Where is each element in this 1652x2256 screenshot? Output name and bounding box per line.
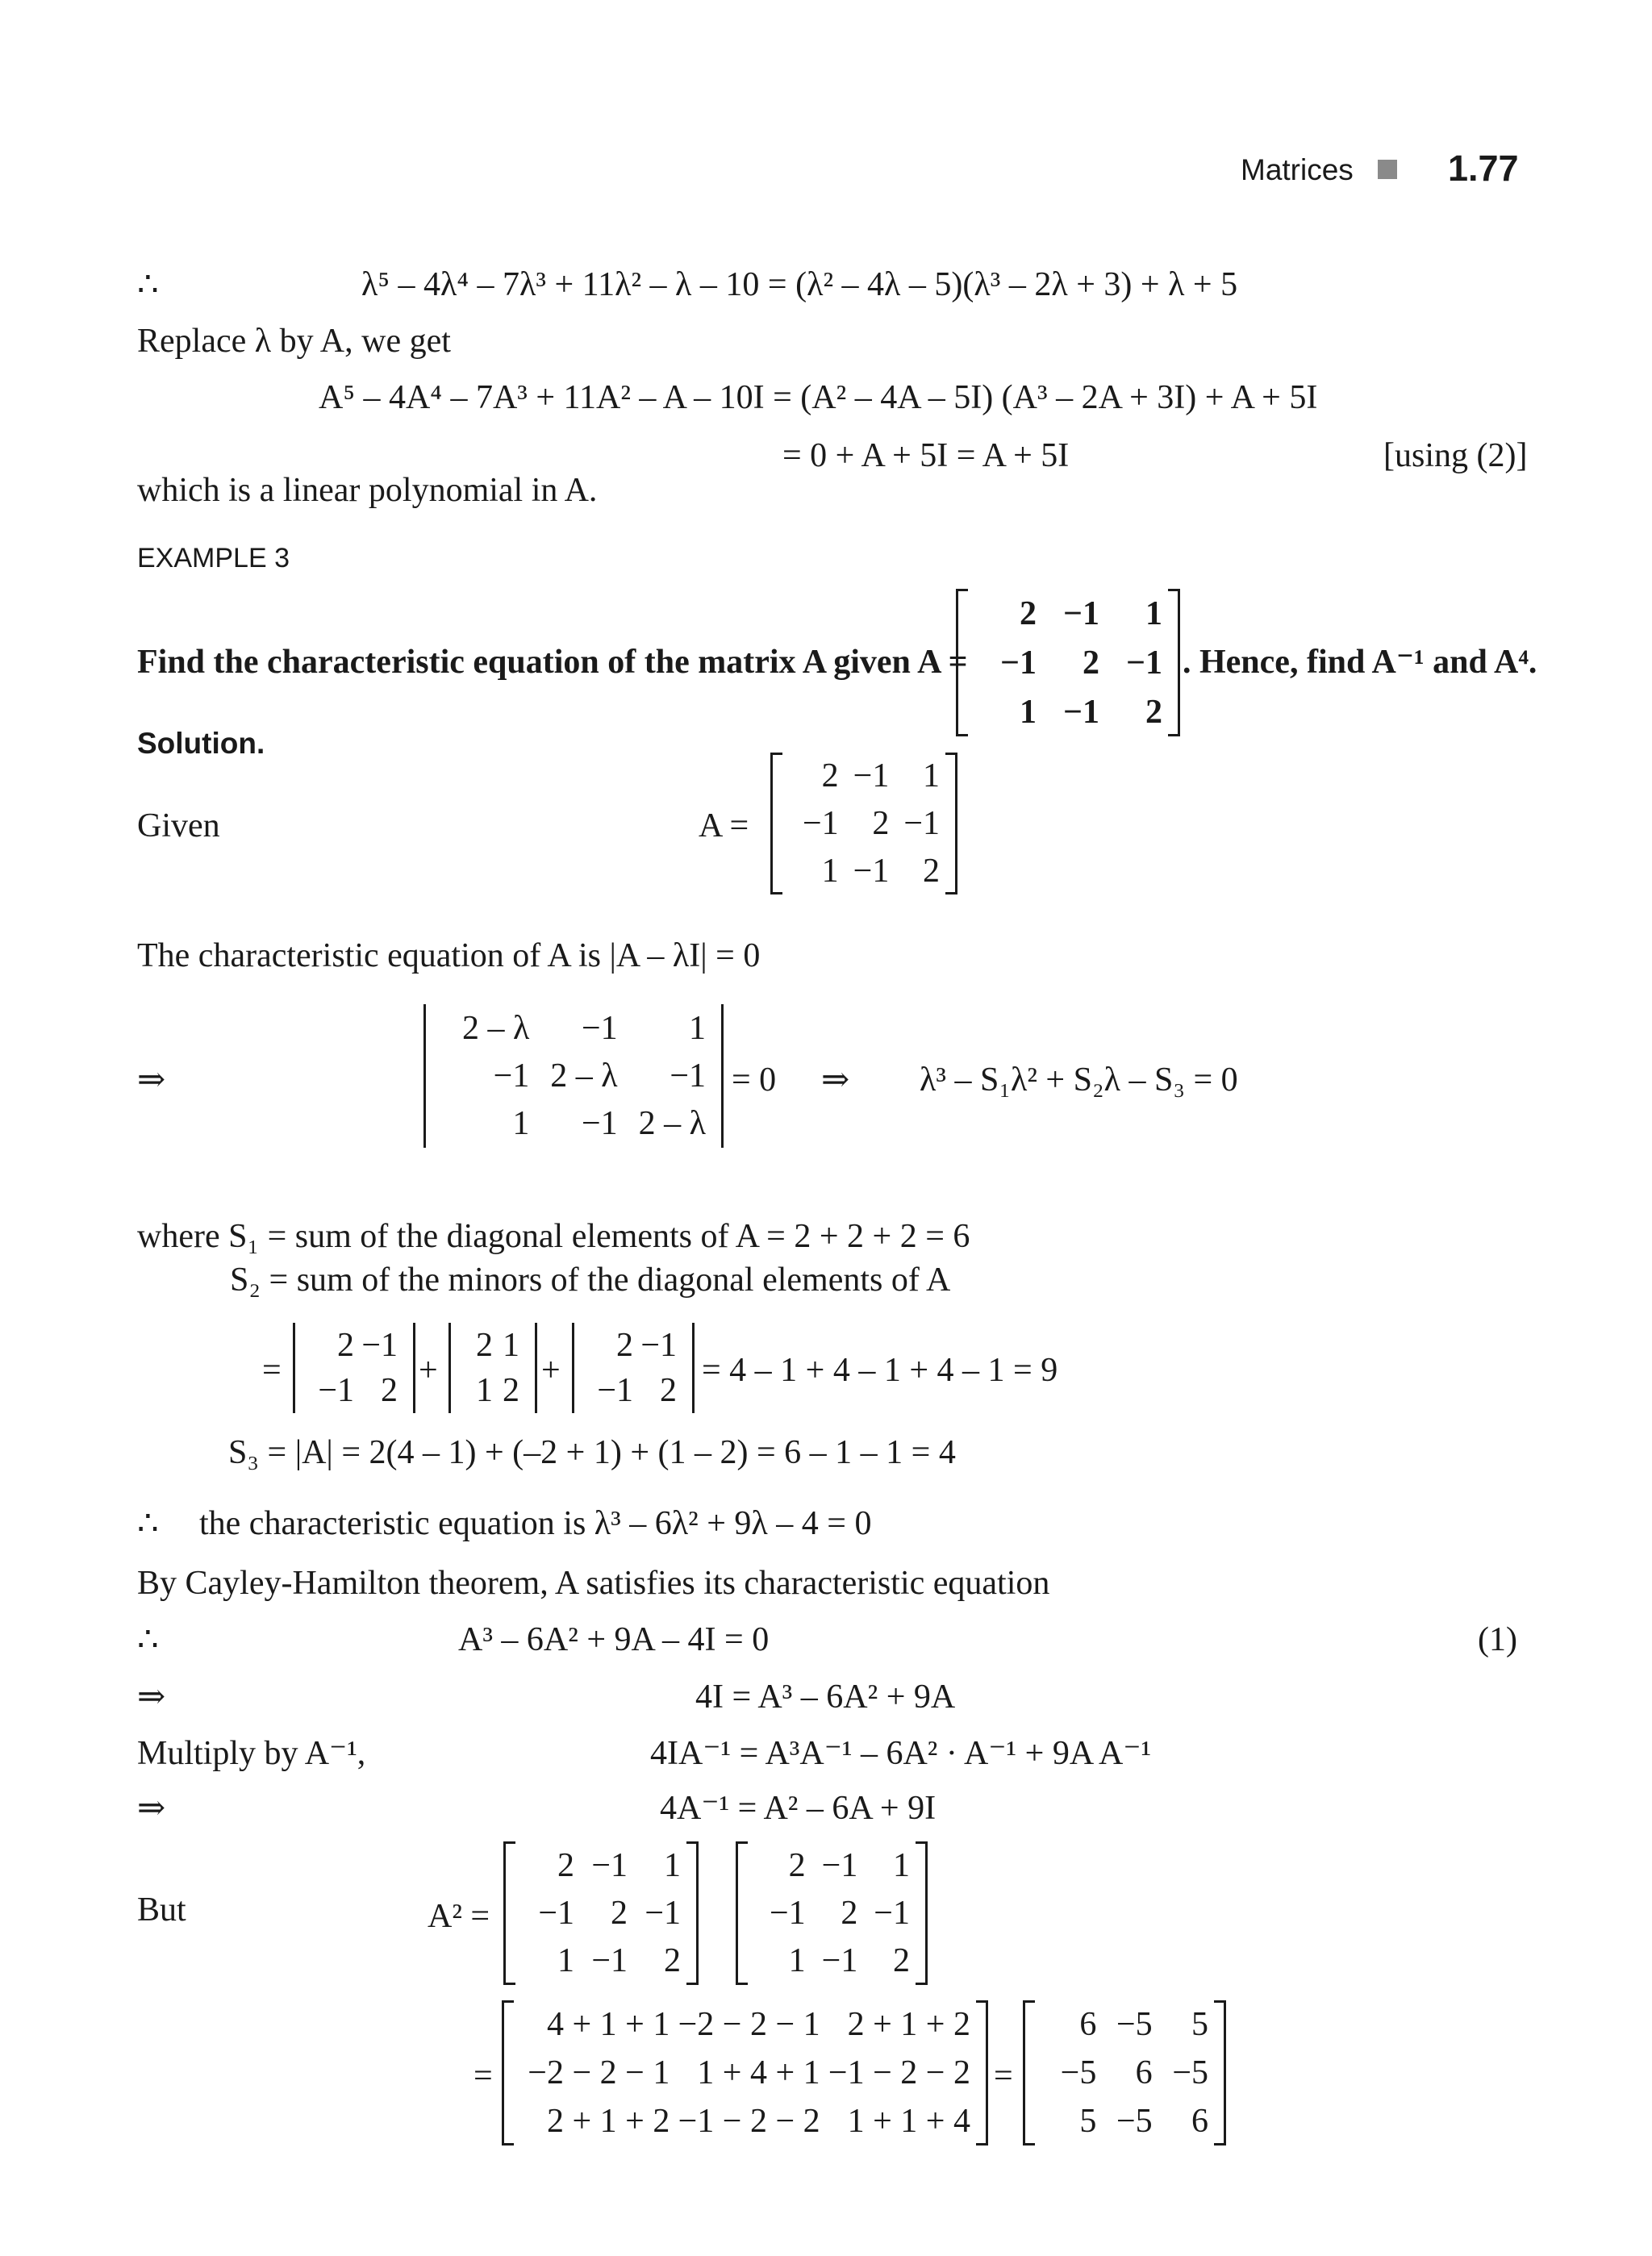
matrix-entry: −1 bbox=[874, 1894, 910, 1932]
s1-line: where S₁ = sum of the diagonal elements of A = 2 + 2 + 2 = 6 bbox=[137, 1218, 970, 1255]
matrix-entry: 2 bbox=[1083, 644, 1099, 682]
matrix-entry: −1 bbox=[538, 1894, 574, 1932]
linear-text: which is a linear polynomial in A. bbox=[137, 472, 598, 509]
implies-arrow-3: ⇒ bbox=[137, 1678, 166, 1716]
cubic-form: λ³ – S₁λ² + S₂λ – S₃ = 0 bbox=[920, 1061, 1238, 1099]
s3-line: S₃ = |A| = 2(4 – 1) + (–2 + 1) + (1 – 2) = 6 – 1 – 1 = 4 bbox=[228, 1434, 956, 1471]
matrix-bracket-left bbox=[770, 753, 782, 894]
cayley-text: By Cayley-Hamilton theorem, A satisfies its characteristic equation bbox=[137, 1565, 1050, 1602]
therefore-symbol-2: ∴ bbox=[137, 1505, 159, 1542]
minor-2 bbox=[448, 1323, 537, 1413]
matrix-entry: −1 bbox=[1000, 644, 1037, 682]
matrix-entry: 1 bbox=[821, 852, 839, 890]
determinant-bar-left bbox=[293, 1323, 295, 1413]
therefore-symbol: ∴ bbox=[137, 266, 159, 303]
given-matrix bbox=[770, 753, 957, 894]
example-heading: EXAMPLE 3 bbox=[137, 543, 290, 573]
matrix-entry: −1 bbox=[591, 1846, 628, 1884]
matrix-entry: 2 bbox=[1020, 594, 1037, 632]
solution-label: Solution. bbox=[137, 727, 265, 760]
matrix-entry: 2 bbox=[611, 1894, 628, 1932]
matrix-bracket-right bbox=[686, 1841, 699, 1985]
matrix-bracket-left bbox=[1023, 2000, 1035, 2145]
matrix-entry: 2 bbox=[872, 804, 890, 842]
matrix-entry: −1 bbox=[802, 804, 839, 842]
s2-line: S₂ = sum of the minors of the diagonal elements of A bbox=[230, 1261, 951, 1299]
matrix-entry: −5 bbox=[1116, 2103, 1153, 2140]
matrix-bracket-left bbox=[956, 589, 968, 736]
running-header bbox=[1241, 155, 1354, 185]
matrix-bracket-right bbox=[976, 2000, 988, 2145]
matrix-entry: −1 bbox=[1063, 594, 1099, 632]
matrix-entry: 1 + 1 + 4 bbox=[847, 2103, 970, 2140]
matrix-bracket-right bbox=[916, 1841, 928, 1985]
using-reference: [using (2)] bbox=[1383, 437, 1528, 474]
question-tail: . Hence, find A⁻¹ and A⁴. bbox=[1183, 644, 1537, 681]
matrix-entry: −1 bbox=[1126, 644, 1162, 682]
matrix-entry: 2 bbox=[821, 757, 839, 795]
matrix-entry: −1 bbox=[769, 1894, 806, 1932]
minor-plus-1: + bbox=[419, 1352, 438, 1389]
a2-result bbox=[1023, 2000, 1226, 2145]
multiply-eq: 4IA⁻¹ = A³A⁻¹ – 6A² · A⁻¹ + 9A A⁻¹ bbox=[650, 1735, 1152, 1772]
matrix-entry: 2 bbox=[557, 1846, 574, 1884]
four-i-eq: 4I = A³ – 6A² + 9A bbox=[695, 1678, 956, 1716]
char-determinant bbox=[423, 1004, 724, 1148]
char-eq-text: The characteristic equation of A is |A – λI| = 0 bbox=[137, 937, 761, 974]
matrix-polynomial: A⁵ – 4A⁴ – 7A³ + 11A² – A – 10I = (A² – 4A – 5I) (A³ – 2A + 3I) + A + 5I bbox=[319, 379, 1318, 416]
matrix-entry: −1 bbox=[597, 1372, 633, 1409]
matrix-entry: −2 − 2 − 1 bbox=[678, 2006, 820, 2043]
question-text: Find the characteristic equation of the matrix A given A = bbox=[137, 644, 968, 681]
matrix-entry: −1 bbox=[853, 757, 890, 795]
matrix-entry: 6 bbox=[1135, 2054, 1153, 2091]
minor-1 bbox=[293, 1323, 415, 1413]
matrix-entry: 2 bbox=[616, 1327, 633, 1364]
matrix-entry: −1 bbox=[1063, 693, 1099, 731]
question-matrix bbox=[956, 589, 1180, 736]
matrix-entry: 2 bbox=[664, 1942, 681, 1980]
matrix-entry: 2 bbox=[476, 1327, 493, 1364]
matrix-entry: −2 − 2 − 1 bbox=[528, 2054, 670, 2091]
char-eq-result: the characteristic equation is λ³ – 6λ² + 9λ – 4 = 0 bbox=[199, 1505, 872, 1542]
header-square-icon bbox=[1378, 160, 1397, 182]
a2-expanded bbox=[502, 2000, 988, 2145]
implies-arrow-1: ⇒ bbox=[137, 1061, 166, 1099]
matrix-entry: 1 bbox=[503, 1327, 519, 1364]
lambda-identity: λ⁵ – 4λ⁴ – 7λ³ + 11λ² – λ – 10 = (λ² – 4λ – 5)(λ³ – 2λ + 3) + λ + 5 bbox=[361, 266, 1238, 303]
matrix-entry: 1 bbox=[557, 1942, 574, 1980]
implies-arrow-4: ⇒ bbox=[137, 1790, 166, 1827]
matrix-bracket-right bbox=[1168, 589, 1180, 736]
matrix-entry: 2 – λ bbox=[550, 1057, 618, 1095]
multiply-label: Multiply by A⁻¹, bbox=[137, 1735, 366, 1772]
determinant-bar-right bbox=[692, 1323, 695, 1413]
matrix-entry: −1 − 2 − 2 bbox=[828, 2054, 970, 2091]
determinant-bar-right bbox=[721, 1004, 724, 1148]
matrix-bracket-left bbox=[502, 2000, 514, 2145]
matrix-entry: −1 bbox=[903, 804, 940, 842]
matrix-entry: 2 – λ bbox=[461, 1009, 530, 1047]
matrix-entry: 1 + 4 + 1 bbox=[697, 2054, 820, 2091]
given-label: Given bbox=[137, 807, 220, 844]
matrix-entry: 1 bbox=[1145, 594, 1162, 632]
matrix-entry: −1 bbox=[821, 1846, 858, 1884]
given-a-eq: A = bbox=[699, 807, 749, 844]
matrix-entry: 6 bbox=[1191, 2103, 1208, 2140]
a2-label: A² = bbox=[428, 1898, 490, 1935]
matrix-entry: −1 bbox=[640, 1327, 677, 1364]
equation-number: (1) bbox=[1478, 1621, 1517, 1658]
implies-arrow-2: ⇒ bbox=[821, 1061, 850, 1099]
minors-sum: = 4 – 1 + 4 – 1 + 4 – 1 = 9 bbox=[702, 1352, 1058, 1389]
matrix-entry: −1 bbox=[493, 1057, 530, 1095]
matrix-entry: −1 bbox=[591, 1942, 628, 1980]
polynomial-result: = 0 + A + 5I = A + 5I bbox=[782, 437, 1070, 474]
matrix-entry: −1 bbox=[581, 1009, 618, 1047]
result-eq: = bbox=[994, 2058, 1013, 2095]
page-number: 1.77 bbox=[1448, 148, 1519, 189]
matrix-entry: 1 bbox=[476, 1372, 493, 1409]
matrix-entry: −5 bbox=[1172, 2054, 1208, 2091]
matrix-entry: 2 + 1 + 2 bbox=[847, 2006, 970, 2043]
matrix-entry: 1 bbox=[923, 757, 940, 795]
minors-eq: = bbox=[262, 1352, 282, 1389]
matrix-bracket-left bbox=[503, 1841, 515, 1985]
matrix-entry: 5 bbox=[1191, 2006, 1208, 2043]
matrix-entry: 1 bbox=[892, 1846, 910, 1884]
matrix-entry: 2 bbox=[660, 1372, 677, 1409]
matrix-entry: 2 bbox=[503, 1372, 519, 1409]
matrix-entry: 2 – λ bbox=[638, 1105, 706, 1143]
matrix-bracket-left bbox=[736, 1841, 748, 1985]
a2-factor-1 bbox=[503, 1841, 699, 1985]
determinant-bar-right bbox=[535, 1323, 537, 1413]
matrix-entry: −5 bbox=[1116, 2006, 1153, 2043]
inverse-eq: 4A⁻¹ = A² – 6A + 9I bbox=[660, 1790, 937, 1827]
minor-3 bbox=[572, 1323, 695, 1413]
matrix-entry: 2 bbox=[923, 852, 940, 890]
matrix-entry: 2 bbox=[788, 1846, 806, 1884]
but-label: But bbox=[137, 1891, 186, 1929]
matrix-entry: −1 bbox=[318, 1372, 354, 1409]
minor-plus-2: + bbox=[541, 1352, 561, 1389]
matrix-entry: 2 bbox=[1145, 693, 1162, 731]
determinant-bar-left bbox=[448, 1323, 451, 1413]
determinant-bar-right bbox=[413, 1323, 415, 1413]
determinant-bar-left bbox=[572, 1323, 574, 1413]
matrix-entry: 2 bbox=[841, 1894, 858, 1932]
matrix-entry: −1 bbox=[581, 1105, 618, 1143]
section-title: Matrices bbox=[1241, 153, 1354, 186]
replace-text: Replace λ by A, we get bbox=[137, 323, 451, 360]
matrix-entry: 2 bbox=[337, 1327, 354, 1364]
matrix-entry: 2 bbox=[892, 1942, 910, 1980]
therefore-symbol-3: ∴ bbox=[137, 1621, 159, 1658]
matrix-entry: 1 bbox=[689, 1009, 706, 1047]
matrix-entry: 1 bbox=[664, 1846, 681, 1884]
matrix-bracket-right bbox=[945, 753, 957, 894]
matrix-entry: −1 bbox=[361, 1327, 398, 1364]
cayley-equation: A³ – 6A² + 9A – 4I = 0 bbox=[458, 1621, 770, 1658]
matrix-entry: 1 bbox=[788, 1942, 806, 1980]
matrix-entry: 6 bbox=[1079, 2006, 1097, 2043]
det-eq-zero: = 0 bbox=[732, 1061, 777, 1099]
matrix-entry: 4 + 1 + 1 bbox=[546, 2006, 670, 2043]
matrix-entry: 2 bbox=[381, 1372, 398, 1409]
matrix-entry: −1 bbox=[670, 1057, 706, 1095]
matrix-entry: −1 bbox=[821, 1942, 858, 1980]
matrix-entry: 2 + 1 + 2 bbox=[546, 2103, 670, 2140]
matrix-entry: −1 bbox=[853, 852, 890, 890]
matrix-bracket-right bbox=[1214, 2000, 1226, 2145]
matrix-entry: 1 bbox=[1020, 693, 1037, 731]
expanded-eq: = bbox=[473, 2058, 493, 2095]
matrix-entry: −5 bbox=[1060, 2054, 1097, 2091]
a2-factor-2 bbox=[736, 1841, 928, 1985]
determinant-bar-left bbox=[423, 1004, 426, 1148]
matrix-entry: −1 bbox=[645, 1894, 681, 1932]
matrix-entry: 1 bbox=[512, 1105, 530, 1143]
matrix-entry: −1 − 2 − 2 bbox=[678, 2103, 820, 2140]
matrix-entry: 5 bbox=[1079, 2103, 1097, 2140]
